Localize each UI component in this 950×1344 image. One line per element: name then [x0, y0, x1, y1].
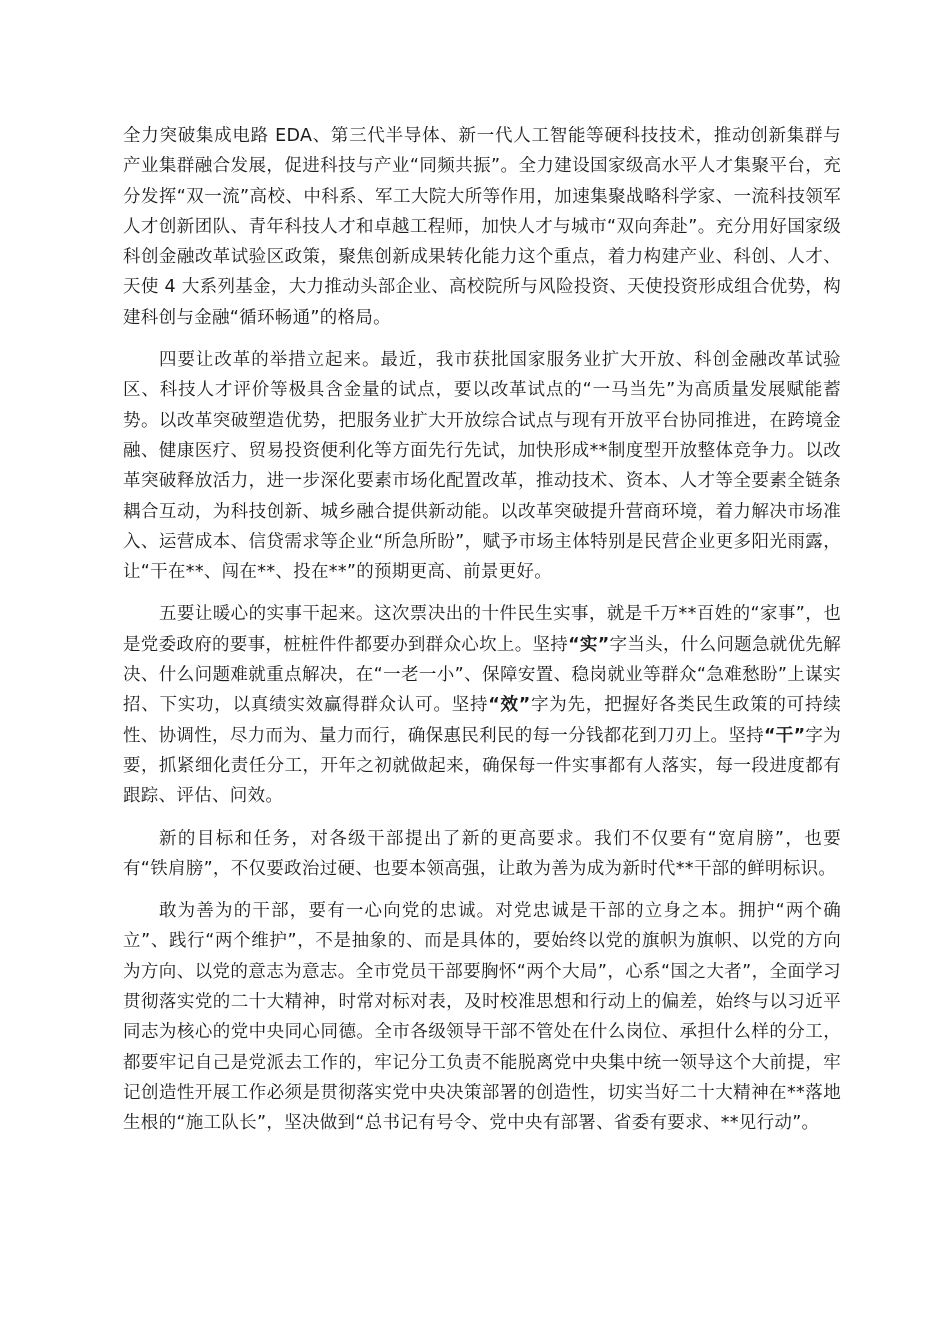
livelihood-text-4: 字为要，抓紧细化责任分工，开年之初就做起来，确保每一件实事都有人落实，每一段进度都有跟踪、评估、问效。	[123, 725, 841, 807]
livelihood-text-3: 字为先，把握好各类民生政策的可持续性、协调性，尽力而为、量力而行，确保惠民利民的每一分钱都花到刀刃上。坚持	[123, 695, 842, 746]
livelihood-text-2: 字当头，什么问题急就优先解决、什么问题难就重点解决，在“一老一小”、保障安置、稳岗就业等群众“急难愁盼”上谋实招、下实功，以真绩实效赢得群众认可。坚持	[123, 634, 842, 716]
keyword-shi: “实”	[568, 634, 610, 655]
document-body	[123, 121, 841, 1151]
keyword-gan: “干”	[763, 725, 806, 746]
paragraph-loyalty: 敢为善为的干部，要有一心向党的忠诚。对党忠诚是干部的立身之本。拥护“两个确立”、践行“两个维护”，不是抽象的、而是具体的，要始终以党的旗帜为旗帜、以党的方向为方向、以党的意志为意志。全市党员干部要胸怀“两个大局”，心系“国之大者”，全面学习贯彻落实党的二十大精神，时常对标对表，及时校准思想和行动上的偏差，始终与以习近平同志为核心的党中央同心同德。全市各级领导干部不管处在什么岗位、承担什么样的分工，都要牢记自己是党派去工作的，牢记分工负责不能脱离党中央集中统一领导这个大前提，牢记创造性开展工作必须是贯彻落实党中央决策部署的创造性，切实当好二十大精神在**落地生根的“施工队长”，坚决做到“总书记有号令、党中央有部署、省委有要求、**见行动”。	[123, 901, 841, 1134]
paragraph-cadre-requirements: 新的目标和任务，对各级干部提出了新的更高要求。我们不仅要有“宽肩膀”，也要有“铁肩膀”，不仅要政治过硬、也要本领高强，让敢为善为成为新时代**干部的鲜明标识。	[123, 828, 841, 879]
keyword-xiao: “效”	[488, 695, 531, 716]
paragraph-reform: 四要让改革的举措立起来。最近，我市获批国家服务业扩大开放、科创金融改革试验区、科技人才评价等极具含金量的试点，要以改革试点的“一马当先”为高质量发展赋能蓄势。以改革突破塑造优势，把服务业扩大开放综合试点与现有开放平台协同推进，在跨境金融、健康医疗、贸易投资便利化等方面先行先试，加快形成**制度型开放整体竞争力。以改革突破释放活力，进一步深化要素市场化配置改革，推动技术、资本、人才等全要素全链条耦合互动，为科技创新、城乡融合提供新动能。以改革突破提升营商环境，着力解决市场准入、运营成本、信贷需求等企业“所急所盼”，赋予市场主体特别是民营企业更多阳光雨露，让“干在**、闯在**、投在**”的预期更高、前景更好。	[123, 350, 841, 583]
paragraph-livelihood	[123, 599, 841, 811]
paragraph-innovation: 全力突破集成电路 EDA、第三代半导体、新一代人工智能等硬科技技术，推动创新集群与产业集群融合发展，促进科技与产业“同频共振”。全力建设国家级高水平人才集聚平台，充分发挥“双一流”高校、中科系、军工大院大所等作用，加速集聚战略科学家、一流科技领军人才创新团队、青年科技人才和卓越工程师，加快人才与城市“双向奔赴”。充分用好国家级科创金融改革试验区政策，聚焦创新成果转化能力这个重点，着力构建产业、科创、人才、天使 4 大系列基金，大力推动头部企业、高校院所与风险投资、天使投资形成组合优势，构建科创与金融“循环畅通”的格局。	[123, 126, 841, 328]
livelihood-text-1: 五要让暖心的实事干起来。这次票决出的十件民生实事，就是千万**百姓的“家事”，也是党委政府的要事，桩桩件件都要办到群众心坎上。坚持	[123, 604, 841, 655]
